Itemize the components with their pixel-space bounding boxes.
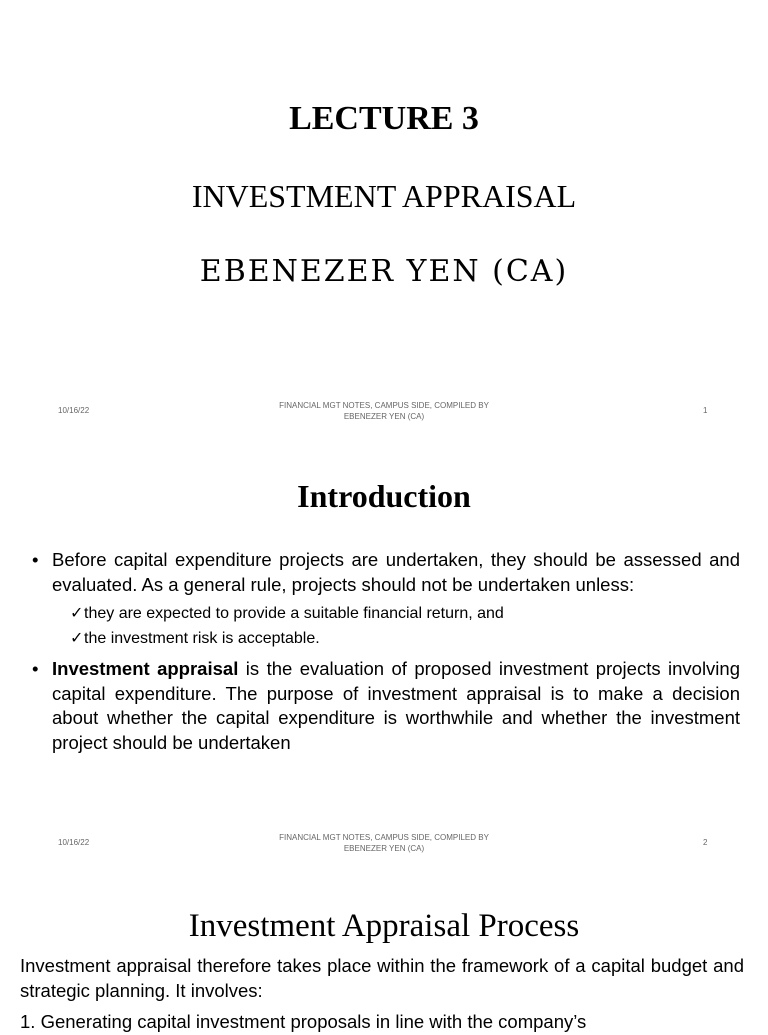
list-item — [30, 657, 740, 755]
footer-page-number: 2 — [703, 838, 708, 847]
slide-2 — [0, 432, 768, 864]
list-item — [30, 548, 740, 651]
list-item — [70, 626, 740, 651]
footer-page-number: 1 — [703, 406, 708, 415]
bullet-text: Before capital expenditure projects are undertaken, they should be assessed and evaluated. As a general rule, projects should not be undertaken unless: — [52, 549, 740, 595]
bullet-list — [30, 548, 740, 761]
numbered-item: 1. Generating capital investment proposals in line with the company’s — [20, 1011, 587, 1032]
footer-line-2: EBENEZER YEN (CA) — [343, 844, 425, 853]
author-name: EBENEZER YEN (CA) — [199, 254, 569, 289]
paragraph: Investment appraisal therefore takes place within the framework of a capital budget and strategic planning. It involves: — [20, 955, 744, 1001]
footer-date: 10/16/22 — [58, 406, 90, 415]
lecture-subtitle: INVESTMENT APPRAISAL — [191, 178, 577, 214]
slide-1 — [0, 0, 768, 432]
checkmark-icon: ✓ — [70, 630, 84, 647]
bullet-dot-icon: • — [32, 658, 39, 679]
footer-date: 10/16/22 — [58, 838, 90, 847]
footer-line-1: FINANCIAL MGT NOTES, CAMPUS SIDE, COMPILED BY — [279, 833, 489, 842]
footer-center — [270, 400, 498, 422]
slide-heading: Investment Appraisal Process — [188, 908, 580, 944]
bullet-dot-icon: • — [32, 549, 39, 570]
bullet-text: is the evaluation of proposed investment projects involving capital expenditure. The purpose of investment appraisal is to make a decision about whether the capital expenditure is worthwhile and whether the investment project should be undertaken — [52, 658, 740, 753]
footer-line-2: EBENEZER YEN (CA) — [343, 412, 425, 421]
sub-bullet-list — [70, 601, 740, 651]
footer-line-1: FINANCIAL MGT NOTES, CAMPUS SIDE, COMPILED BY — [279, 401, 489, 410]
sub-bullet-text: the investment risk is acceptable. — [84, 630, 320, 647]
slide-3 — [0, 864, 768, 1032]
lecture-title: LECTURE 3 — [289, 100, 479, 137]
sub-bullet-text: they are expected to provide a suitable financial return, and — [84, 605, 504, 622]
list-item — [70, 601, 740, 626]
slide-heading: Introduction — [297, 478, 471, 514]
term-investment-appraisal: Investment appraisal — [52, 658, 239, 679]
checkmark-icon: ✓ — [70, 605, 84, 622]
footer-center — [270, 832, 498, 854]
